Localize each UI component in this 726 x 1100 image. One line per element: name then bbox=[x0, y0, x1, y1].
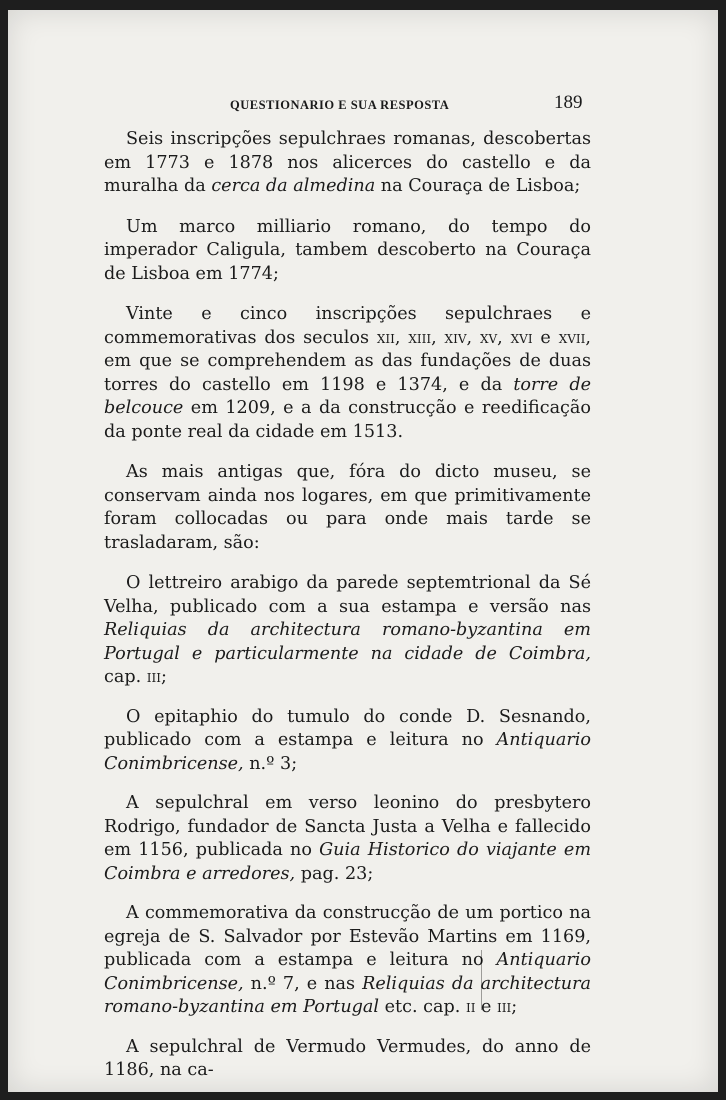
paragraph-portico-commemorative: A commemorativa da construcção de um portico na egreja de S. Salvador por Estevão Martins em 1169, publicada com a estampa e leitura no Antiquario Conimbricense, n.º 7, e nas Reliquias da architectura romano-byzantina em Portugal etc. cap. ii e iii; bbox=[104, 903, 591, 1017]
paragraph-rodrigo-sepulchral: A sepulchral em verso leonino do presbytero Rodrigo, fundador de Sancta Justa a Velha e fallecido em 1156, publicada no Guia Historico do viajante em Coimbra e arredores, pag. 23; bbox=[104, 793, 591, 884]
paragraph-arabic-sign: O lettreiro arabigo da parede septemtrional da Sé Velha, publicado com a sua estampa e versão nas Reliquias da architectura romano-byzantina em Portugal e particularmente na cidade de Coimbra, cap. iii; bbox=[104, 573, 591, 687]
page-body bbox=[104, 128, 591, 1083]
paragraph-medieval-inscriptions: Vinte e cinco inscripções sepulchraes e commemorativas dos seculos xii, xiii, xiv, xv, xvi e xvii, em que se comprehendem as das fundações de duas torres do castello em 1198 e 1374, e da torre de belcouce em 1209, e a da construcção e reedificação da ponte real da cidade em 1513. bbox=[104, 304, 591, 442]
book-page bbox=[8, 10, 718, 1092]
paragraph-oldest-in-situ: As mais antigas que, fóra do dicto museu, se conservam ainda nos logares, em que primitivamente foram collocadas ou para onde mais tarde se trasladaram, são: bbox=[104, 462, 591, 553]
running-title: QUESTIONARIO E SUA RESPOSTA bbox=[230, 98, 450, 112]
paragraph-milestone: Um marco milliario romano, do tempo do imperador Caligula, tambem descoberto na Couraça de Lisboa em 1774; bbox=[104, 216, 591, 284]
paragraph-roman-inscriptions: Seis inscripções sepulchraes romanas, descobertas em 1773 e 1878 nos alicerces do castello e da muralha da cerca da almedina na Couraça de Lisboa; bbox=[104, 129, 591, 196]
page-number: 189 bbox=[554, 92, 583, 113]
scan-artifact-line bbox=[481, 950, 482, 1010]
paragraph-vermudo-sepulchral: A sepulchral de Vermudo Vermudes, do anno de 1186, na ca- bbox=[104, 1036, 591, 1080]
paragraph-sesnando-epitaph: O epitaphio do tumulo do conde D. Sesnando, publicado com a estampa e leitura no Antiquario Conimbricense, n.º 3; bbox=[104, 706, 591, 774]
page-header bbox=[8, 92, 718, 128]
